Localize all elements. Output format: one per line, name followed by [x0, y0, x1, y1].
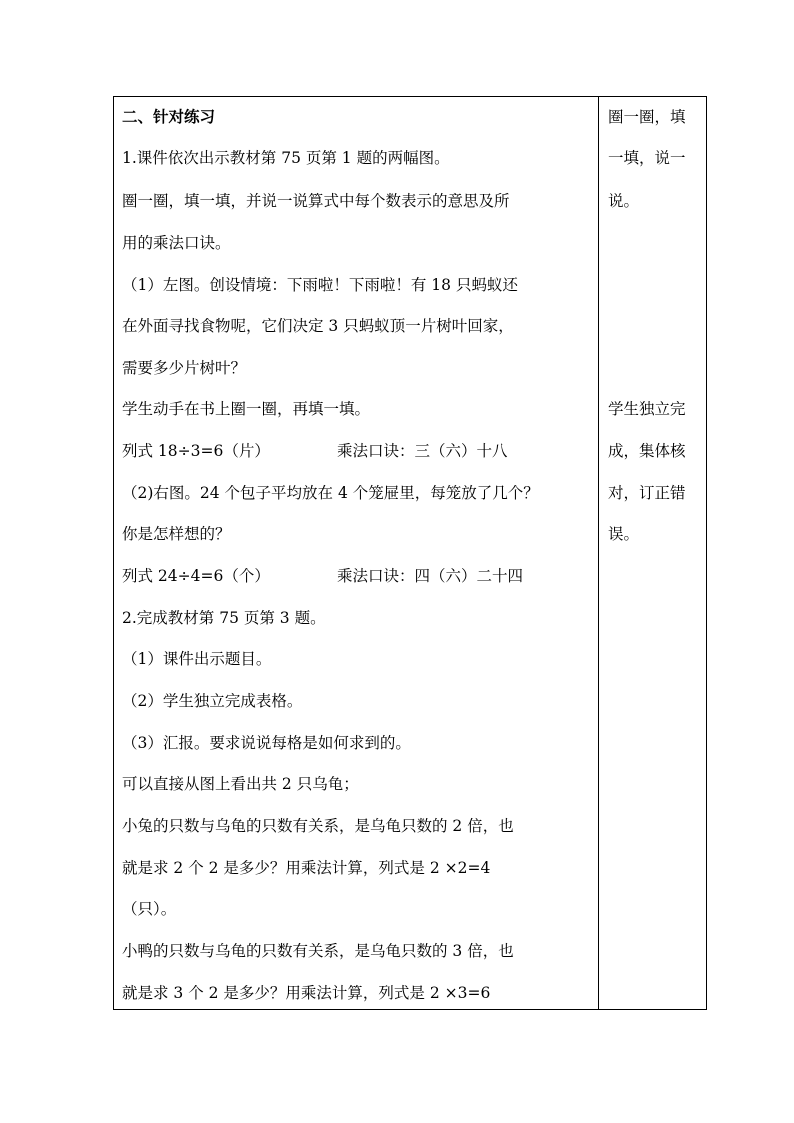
text-line: 1.课件依次出示教材第 75 页第 1 题的两幅图。: [122, 149, 450, 167]
lesson-table: [113, 96, 707, 1010]
note-line: 误。: [608, 525, 640, 543]
note-line: 对，订正错: [608, 484, 686, 502]
teaching-process-column: [114, 97, 599, 1009]
formula-line: [122, 441, 508, 461]
multiplication-rhyme: 乘法口诀：四（六）二十四: [337, 567, 524, 585]
text-line: （1）课件出示题目。: [122, 650, 272, 668]
text-line: （2)右图。24 个包子平均放在 4 个笼屉里，每笼放了几个？: [122, 484, 539, 502]
text-line: （2）学生独立完成表格。: [122, 692, 303, 710]
text-line: 需要多少片树叶？: [122, 359, 247, 377]
note-line: 一填，说一: [608, 149, 686, 167]
formula-expression: 列式 24÷4=6（个）: [122, 567, 270, 585]
note-line: 学生独立完: [608, 400, 686, 418]
text-line: 圈一圈，填一填，并说一说算式中每个数表示的意思及所: [122, 192, 510, 210]
text-line: （1）左图。创设情境：下雨啦！下雨啦！有 18 只蚂蚁还: [122, 276, 518, 294]
text-line: 就是求 2 个 2 是多少？用乘法计算，列式是 2 ×2=4: [122, 859, 491, 877]
text-line: 可以直接从图上看出共 2 只乌龟；: [122, 775, 359, 793]
note-line: 说。: [608, 192, 640, 210]
text-line: 你是怎样想的？: [122, 525, 231, 543]
text-line: 学生动手在书上圈一圈，再填一填。: [122, 400, 371, 418]
text-line: 用的乘法口诀。: [122, 234, 231, 252]
text-line: （3）汇报。要求说说每格是如何求到的。: [122, 734, 411, 752]
note-line: 成，集体核: [608, 442, 686, 460]
notes-column: [599, 97, 706, 1009]
text-line: 2.完成教材第 75 页第 3 题。: [122, 609, 326, 627]
text-line: 就是求 3 个 2 是多少？用乘法计算，列式是 2 ×3=6: [122, 984, 491, 1002]
formula-line: [122, 566, 523, 586]
note-line: 圈一圈，填: [608, 108, 686, 126]
text-line: 小兔的只数与乌龟的只数有关系，是乌龟只数的 2 倍，也: [122, 817, 514, 835]
multiplication-rhyme: 乘法口诀：三（六）十八: [337, 442, 508, 460]
section-heading: 二、针对练习: [122, 107, 216, 126]
text-line: （只）。: [122, 900, 177, 918]
text-line: 在外面寻找食物呢，它们决定 3 只蚂蚁顶一片树叶回家，: [122, 317, 514, 335]
text-line: 小鸭的只数与乌龟的只数有关系，是乌龟只数的 3 倍，也: [122, 942, 514, 960]
formula-expression: 列式 18÷3=6（片）: [122, 442, 270, 460]
